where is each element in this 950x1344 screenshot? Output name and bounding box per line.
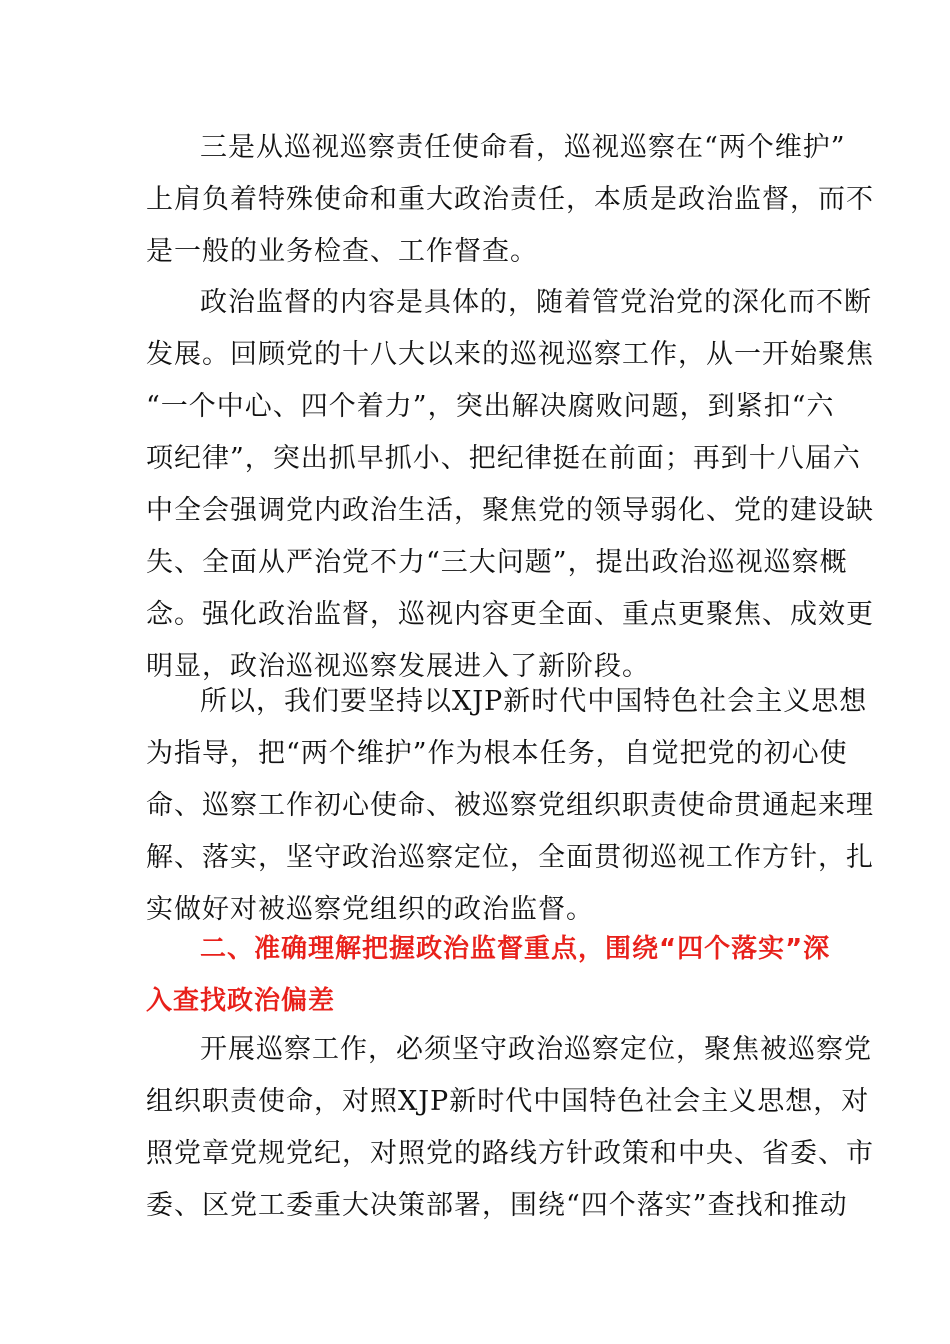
paragraph-line: 所以，我们要坚持以XJP新时代中国特色社会主义思想 xyxy=(200,686,868,717)
paragraph-line: “一个中心、四个着力”，突出解决腐败问题，到紧扣“六 xyxy=(146,391,835,422)
paragraph-line: 解、落实，坚守政治巡察定位，全面贯彻巡视工作方针，扎 xyxy=(146,842,874,873)
paragraph-line: 念。强化政治监督，巡视内容更全面、重点更聚焦、成效更 xyxy=(146,599,874,630)
paragraph-line: 组织职责使命，对照XJP新时代中国特色社会主义思想，对 xyxy=(146,1086,870,1117)
paragraph-line: 失、全面从严治党不力“三大问题”，提出政治巡视巡察概 xyxy=(146,547,848,578)
paragraph-line: 开展巡察工作，必须坚守政治巡察定位，聚焦被巡察党 xyxy=(200,1034,872,1065)
paragraph-line: 项纪律”，突出抓早抓小、把纪律挺在前面；再到十八届六 xyxy=(146,443,861,474)
paragraph-line: 明显，政治巡视巡察发展进入了新阶段。 xyxy=(146,651,650,682)
paragraph-line: 委、区党工委重大决策部署，围绕“四个落实”查找和推动 xyxy=(146,1190,848,1221)
paragraph-line: 为指导，把“两个维护”作为根本任务，自觉把党的初心使 xyxy=(146,738,848,769)
paragraph-line: 中全会强调党内政治生活，聚焦党的领导弱化、党的建设缺 xyxy=(146,495,874,526)
heading-line: 二、准确理解把握政治监督重点，围绕“四个落实”深 xyxy=(200,934,831,964)
paragraph-line: 照党章党规党纪，对照党的路线方针政策和中央、省委、市 xyxy=(146,1138,874,1169)
paragraph-line: 发展。回顾党的十八大以来的巡视巡察工作，从一开始聚焦 xyxy=(146,339,874,370)
paragraph-line: 政治监督的内容是具体的，随着管党治党的深化而不断 xyxy=(200,287,872,318)
paragraph-line: 实做好对被巡察党组织的政治监督。 xyxy=(146,894,594,925)
paragraph-line: 三是从巡视巡察责任使命看，巡视巡察在“两个维护” xyxy=(200,132,846,163)
paragraph-line: 是一般的业务检查、工作督查。 xyxy=(146,236,538,267)
paragraph-line: 命、巡察工作初心使命、被巡察党组织职责使命贯通起来理 xyxy=(146,790,874,821)
paragraph-line: 上肩负着特殊使命和重大政治责任，本质是政治监督，而不 xyxy=(146,184,874,215)
heading-line: 入查找政治偏差 xyxy=(146,986,336,1016)
